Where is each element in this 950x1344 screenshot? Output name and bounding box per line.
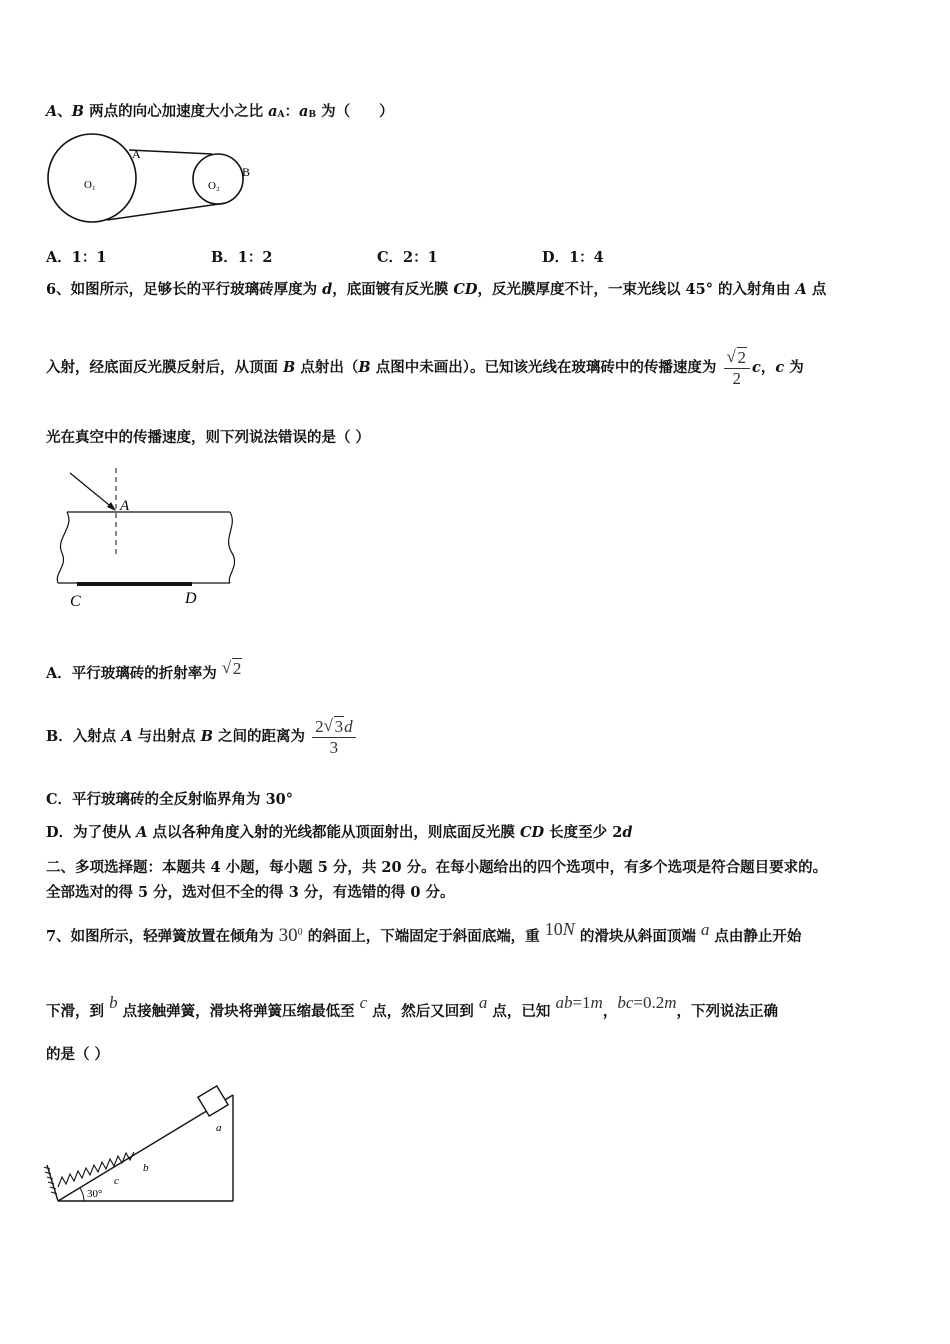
label-c: c bbox=[114, 1175, 119, 1187]
weight-value: 10 bbox=[544, 919, 563, 939]
q6-text: 6、如图所示，足够长的平行玻璃砖厚度为 bbox=[46, 281, 323, 298]
glass-slab-diagram bbox=[50, 468, 250, 613]
numerator-coefficient: 2 bbox=[315, 716, 324, 736]
incident-ray bbox=[70, 473, 114, 509]
q7-text: ， bbox=[602, 1003, 618, 1020]
label-b: B bbox=[242, 165, 251, 179]
q7-text: 的斜面上，下端固定于斜面底端，重 bbox=[302, 928, 545, 945]
segment-ab-value: =1 bbox=[572, 993, 591, 1012]
q7-text: 点由静止开始 bbox=[709, 928, 802, 945]
slab-left-edge bbox=[57, 512, 69, 583]
segment-bc: bc bbox=[617, 993, 634, 1012]
spring bbox=[58, 1152, 134, 1187]
q6-var-c: c bbox=[752, 359, 761, 376]
q6-stem-line-3: 光在真空中的传播速度，则下列说法错误的是（ ） bbox=[46, 429, 371, 446]
q5-stem bbox=[46, 102, 394, 125]
label-c: C bbox=[70, 593, 81, 610]
q6-text: 为 bbox=[784, 359, 804, 376]
label-b: b bbox=[143, 1162, 149, 1174]
q6-var-a: A bbox=[121, 728, 133, 745]
option-text: 与出射点 bbox=[132, 728, 201, 745]
q7-text: 点，然后又回到 bbox=[367, 1003, 479, 1020]
q5-point-a: A bbox=[46, 103, 58, 120]
numerator-radicand: 3 bbox=[334, 716, 344, 736]
slider-block bbox=[198, 1086, 228, 1116]
option-text: B．入射点 bbox=[46, 728, 122, 745]
distance-fraction bbox=[312, 717, 356, 758]
option-text: A．平行玻璃砖的折射率为 bbox=[46, 665, 222, 682]
q6-text: ，反光膜厚度不计，一束光线以 45° 的入射角由 bbox=[477, 281, 796, 298]
segment-ab: ab bbox=[555, 993, 573, 1012]
label-o2: O₂ bbox=[208, 180, 220, 192]
q6-var-a: A bbox=[795, 281, 807, 298]
q7-text: 7、如图所示，轻弹簧放置在倾角为 bbox=[46, 928, 279, 945]
belt-pulley-diagram bbox=[40, 130, 260, 230]
q5-symbol-a: a bbox=[299, 103, 309, 120]
sqrt-expression bbox=[222, 656, 243, 682]
q6-var-cd: CD bbox=[453, 281, 478, 298]
fraction-numerator: 2 bbox=[737, 347, 746, 367]
q5-subscript-a: A bbox=[277, 110, 285, 120]
q7-text: 点，已知 bbox=[487, 1003, 556, 1020]
q7-stem-line-2 bbox=[46, 986, 778, 1029]
q7-text: 点接触弹簧，滑块将弹簧压缩最低至 bbox=[117, 1003, 360, 1020]
incline-spring-diagram bbox=[40, 1085, 240, 1210]
option-text: 之间的距离为 bbox=[212, 728, 311, 745]
segment-bc-value: =0.2 bbox=[633, 993, 665, 1012]
section-heading-line-1: 二、多项选择题：本题共 4 小题，每小题 5 分，共 20 分。在每小题给出的四个选项中，有多个选项是符合题目要求的。 bbox=[46, 859, 828, 876]
q6-text: 点射出（ bbox=[295, 359, 359, 376]
option-text: 长度至少 2 bbox=[544, 824, 623, 841]
slab-right-edge bbox=[229, 512, 235, 583]
q6-text: 点 bbox=[806, 281, 827, 298]
q6-stem-line-1 bbox=[46, 280, 826, 300]
label-d: D bbox=[185, 590, 197, 607]
label-o1: O₁ bbox=[84, 179, 96, 191]
point-a: a bbox=[478, 993, 488, 1012]
speed-fraction bbox=[724, 348, 751, 389]
q5-text: 两点的向心加速度大小之比 bbox=[84, 103, 269, 120]
angle-arc bbox=[80, 1188, 84, 1201]
q5-option-c: C．2：1 bbox=[377, 249, 438, 266]
fraction-denominator: 3 bbox=[329, 737, 339, 757]
q5-option-b: B．1：2 bbox=[211, 249, 273, 266]
q7-text: ，下列说法正确 bbox=[676, 1003, 778, 1020]
q6-option-c: C．平行玻璃砖的全反射临界角为 30° bbox=[46, 791, 294, 808]
option-text: D．为了使从 bbox=[46, 824, 137, 841]
q6-option-d bbox=[46, 823, 632, 843]
degree-symbol: 0 bbox=[297, 927, 303, 939]
q7-text: 的滑块从斜面顶端 bbox=[574, 928, 701, 945]
q5-subscript-b: B bbox=[308, 110, 317, 120]
q6-var-c: c bbox=[775, 359, 785, 376]
label-a: A bbox=[132, 147, 141, 161]
q5-symbol-a: a bbox=[268, 103, 278, 120]
q7-stem-line-3: 的是（ ） bbox=[46, 1046, 110, 1063]
segment-bc-unit: m bbox=[664, 993, 677, 1012]
angle-value: 30 bbox=[278, 925, 298, 946]
ray-arrowhead bbox=[107, 502, 116, 511]
q6-text: 点图中未画出）。已知该光线在玻璃砖中的传播速度为 bbox=[370, 359, 722, 376]
q6-var-a: A bbox=[136, 824, 148, 841]
q6-var-b: B bbox=[358, 359, 371, 376]
q6-text: ， bbox=[760, 359, 776, 376]
q7-stem-line-1 bbox=[46, 914, 801, 952]
q6-var-b: B bbox=[200, 728, 213, 745]
radicand: 2 bbox=[232, 659, 242, 678]
q5-colon: ： bbox=[284, 103, 300, 120]
q6-var-b: B bbox=[283, 359, 296, 376]
q6-var-d: d bbox=[322, 281, 333, 298]
q5-text: 、 bbox=[57, 103, 72, 120]
q5-point-b: B bbox=[71, 103, 85, 120]
q6-stem-line-2 bbox=[46, 346, 804, 390]
numerator-variable: d bbox=[344, 716, 353, 736]
q6-option-b bbox=[46, 714, 358, 760]
point-b: b bbox=[109, 993, 118, 1012]
q6-option-a bbox=[46, 656, 242, 687]
section-heading-line-2: 全部选对的得 5 分，选对但不全的得 3 分，有选错的得 0 分。 bbox=[46, 884, 455, 901]
label-a: A bbox=[120, 498, 130, 514]
belt-lower bbox=[107, 203, 226, 220]
label-angle: 30° bbox=[87, 1188, 103, 1200]
q6-var-d: d bbox=[622, 824, 633, 841]
fraction-denominator: 2 bbox=[732, 368, 741, 388]
label-a: a bbox=[216, 1122, 222, 1134]
q6-var-cd: CD bbox=[520, 824, 545, 841]
q6-text: ，底面镀有反光膜 bbox=[332, 281, 454, 298]
point-c: c bbox=[359, 993, 368, 1012]
q6-text: 入射，经底面反光膜反射后，从顶面 bbox=[46, 359, 284, 376]
q7-text: 下滑，到 bbox=[46, 1003, 110, 1020]
segment-ab-unit: m bbox=[590, 993, 603, 1012]
q5-text: 为（ ） bbox=[316, 103, 394, 120]
option-text: 点以各种角度入射的光线都能从顶面射出，则底面反光膜 bbox=[147, 824, 520, 841]
q5-option-a: A．1：1 bbox=[46, 249, 107, 266]
large-pulley bbox=[48, 134, 136, 222]
belt-upper bbox=[129, 150, 212, 154]
q5-option-d: D．1：4 bbox=[542, 249, 604, 266]
weight-unit: N bbox=[562, 919, 575, 939]
small-pulley bbox=[193, 154, 243, 204]
point-a: a bbox=[700, 920, 710, 939]
